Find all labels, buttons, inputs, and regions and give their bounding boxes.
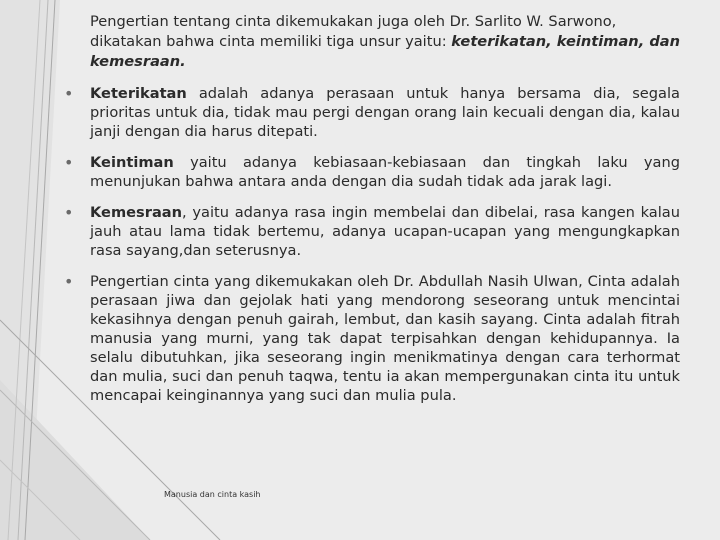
list-item bbox=[62, 272, 680, 405]
footer-caption: Manusia dan cinta kasih bbox=[164, 490, 261, 499]
list-item-text: yaitu adanya kebiasaan-kebiasaan dan tingkah laku yang menunjukan bahwa antara anda dengan dia sudah tidak ada jarak lagi. bbox=[90, 154, 680, 190]
list-item bbox=[62, 203, 680, 260]
intro-emphasis: keterikatan, keintiman, dan kemesraan. bbox=[90, 33, 681, 70]
bullet-list bbox=[62, 84, 680, 405]
bullet-icon: • bbox=[64, 84, 74, 103]
bullet-icon: • bbox=[64, 272, 74, 291]
bullet-icon: • bbox=[64, 153, 74, 172]
list-item-term: Kemesraan bbox=[90, 204, 183, 221]
intro-paragraph bbox=[90, 12, 680, 72]
slide-body bbox=[62, 12, 680, 417]
list-item-term: Keintiman bbox=[90, 154, 174, 171]
list-item-text: , yaitu adanya rasa ingin membelai dan dibelai, rasa kangen kalau jauh atau lama tidak bertemu, adanya ucapan-ucapan yang mengungkapkan rasa sayang,dan seterusnya. bbox=[90, 204, 680, 259]
list-item bbox=[62, 84, 680, 141]
intro-text: Pengertian tentang cinta dikemukakan juga oleh Dr. Sarlito W. Sarwono, dikatakan bahwa cinta memiliki tiga unsur yaitu: bbox=[90, 13, 617, 50]
list-item-text: adalah adanya perasaan untuk hanya bersama dia, segala prioritas untuk dia, tidak mau pergi dengan orang lain kecuali dengan dia, kalau janji dengan dia harus ditepati. bbox=[90, 85, 680, 140]
list-item bbox=[62, 153, 680, 191]
list-item-text: Pengertian cinta yang dikemukakan oleh Dr. Abdullah Nasih Ulwan, Cinta adalah perasaan jiwa dan gejolak hati yang mendorong seseorang untuk mencintai kekasihnya dengan penuh gairah, lembut, dan kasih sayang. Cinta adalah fitrah manusia yang murni, yang tak dapat terpisahkan dengan kehidupannya. Ia selalu dibutuhkan, jika seseorang ingin menikmatinya dengan cara terhormat dan mulia, suci dan penuh taqwa, tentu ia akan mempergunakan cinta itu untuk mencapai keinginannya yang suci dan mulia pula. bbox=[90, 273, 680, 404]
list-item-term: Keterikatan bbox=[90, 85, 187, 102]
bullet-icon: • bbox=[64, 203, 74, 222]
